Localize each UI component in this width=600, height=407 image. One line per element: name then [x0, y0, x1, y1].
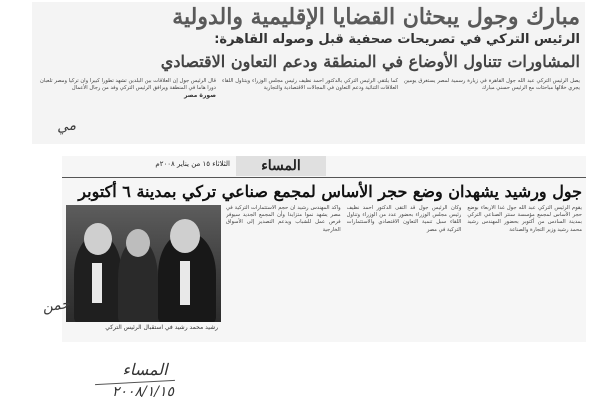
article-columns-top: [40, 78, 580, 138]
handwritten-date: ٢٠٠٨/١/١٥: [111, 384, 175, 400]
article-column: يقوم الرئيس التركي عبد الله جول غدا الأربعاء بوضع حجر الأساس لمجمع مؤسسة سنتر الصناعي التركي بمدينة السادس من أكتوبر بحضور المهندس رشيد محمد رشيد وزير التجارة والصناعة: [467, 205, 582, 233]
article-column: كما يلتقي الرئيس التركي بالدكتور أحمد نظيف رئيس مجلس الوزراء ويتناول اللقاء العلاقات الثنائية ودعم التعاون في المجالات الاقتصادية والتجارية: [222, 78, 398, 92]
news-photo: [66, 205, 221, 322]
article-column: وأكد المهندس رشيد أن حجم الاستثمارات التركية في مصر يشهد نموا متزايدا وأن المجمع الجديد سيوفر فرص عمل للشباب ويدعم التصدير إلى الأسواق الخارجية: [225, 205, 341, 233]
photo-caption: رشيد محمد رشيد في استقبال الرئيس التركي: [105, 324, 218, 331]
article-columns-main: [226, 205, 582, 335]
dateline: الثلاثاء ١٥ من يناير ٢٠٠٨م: [155, 160, 230, 168]
handwritten-note: مي: [55, 117, 77, 136]
article-column-text: قال الرئيس جول إن العلاقات بين البلدين تشهد تطورا كبيرا وأن تركيا ومصر تلعبان دورا هاما في المنطقة ويرافق الرئيس التركي وفد من رجال الأعمال: [40, 78, 216, 92]
rule-line: [62, 177, 586, 178]
article-column: وكان الرئيس جول قد التقى الدكتور أحمد نظيف رئيس مجلس الوزراء بحضور عدد من الوزراء وتناول اللقاء سبل تنمية التعاون الاقتصادي والاستثمارات التركية في مصر: [346, 205, 462, 233]
photo-credit: صورة مصر: [183, 92, 216, 100]
subhead-top: الرئيس التركي في تصريحات صحفية قبل وصوله القاهرة:: [214, 32, 580, 47]
handwritten-signature: المساء: [122, 360, 168, 379]
handwritten-note: حمن: [41, 295, 71, 316]
headline-main: جول ورشيد يشهدان وضع حجر الأساس لمجمع صناعي تركي بمدينة ٦ أكتوبر: [78, 182, 582, 201]
article-column: يصل الرئيس التركي عبد الله جول القاهرة في زيارة رسمية لمصر يستغرق يومين يجري خلالها مباحثات مع الرئيس حسني مبارك: [404, 78, 580, 92]
headline-top: مبارك وجول يبحثان القضايا الإقليمية والدولية: [172, 4, 580, 30]
newspaper-masthead: المساء: [236, 156, 326, 176]
deck-top: المشاورات تتناول الأوضاع في المنطقة ودعم التعاون الاقتصادي: [160, 52, 580, 71]
